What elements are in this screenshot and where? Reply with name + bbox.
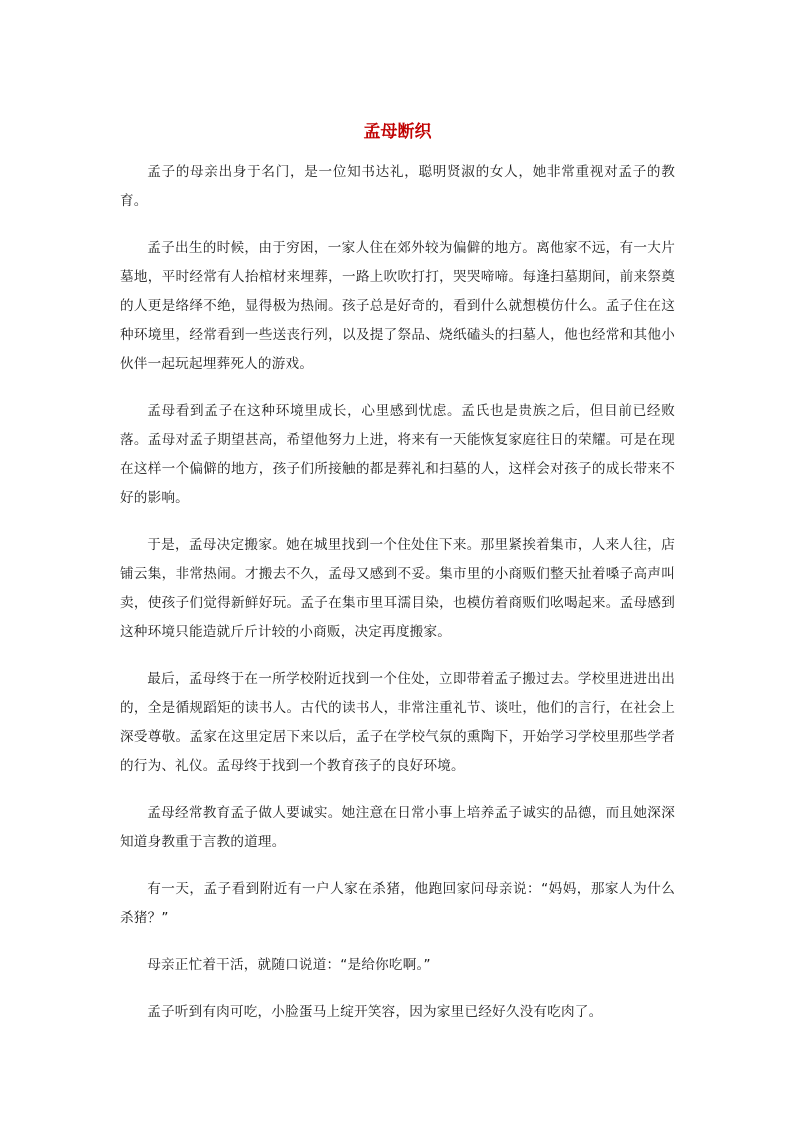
paragraph-1: 孟子的母亲出身于名门，是一位知书达礼，聪明贤淑的女人，她非常重视对孟子的教育。 [120,164,675,209]
paragraph-3: 孟母看到孟子在这种环境里成长，心里感到忧虑。孟氏也是贵族之后，但目前已经败落。孟母对孟子期望甚高，希望他努力上进，将来有一天能恢复家庭往日的荣耀。可是在现在这样一个偏僻的地方，孩子们所接触的都是葬礼和扫墓的人，这样会对孩子的成长带来不好的影响。 [120,403,675,506]
document-title: 孟母断织 [363,122,432,142]
paragraph-5: 最后，孟母终于在一所学校附近找到一个住处，立即带着孟子搬过去。学校里进进出出的，全是循规蹈矩的读书人。古代的读书人，非常注重礼节、谈吐，他们的言行，在社会上深受尊敬。孟家在这里定居下来以后，孟子在学校气氛的熏陶下，开始学习学校里那些学者的行为、礼仪。孟母终于找到一个教育孩子的良好环境。 [120,671,675,774]
paragraph-2: 孟子出生的时候，由于穷困，一家人住在郊外较为偏僻的地方。离他家不远，有一大片墓地，平时经常有人抬棺材来埋葬，一路上吹吹打打，哭哭啼啼。每逢扫墓期间，前来祭奠的人更是络绎不绝，显得极为热闹。孩子总是好奇的，看到什么就想模仿什么。孟子住在这种环境里，经常看到一些送丧行列，以及提了祭品、烧纸磕头的扫墓人，他也经常和其他小伙伴一起玩起埋葬死人的游戏。 [120,240,675,372]
paragraph-6: 孟母经常教育孟子做人要诚实。她注意在日常小事上培养孟子诚实的品德，而且她深深知道身教重于言教的道理。 [120,805,675,850]
paragraph-8: 母亲正忙着干活，就随口说道：“是给你吃啊。” [147,957,431,973]
paragraph-7: 有一天，孟子看到附近有一户人家在杀猪，他跑回家问母亲说：“妈妈，那家人为什么杀猪？” [120,881,675,926]
document-page [120,118,675,1045]
paragraph-9: 孟子听到有肉可吃，小脸蛋马上绽开笑容，因为家里已经好久没有吃肉了。 [147,1004,603,1020]
paragraph-4: 于是，孟母决定搬家。她在城里找到一个住处住下来。那里紧挨着集市，人来人往，店铺云集，非常热闹。才搬去不久，孟母又感到不妥。集市里的小商贩们整天扯着嗓子高声叫卖，使孩子们觉得新鲜好玩。孟子在集市里耳濡目染，也模仿着商贩们吆喝起来。孟母感到这种环境只能造就斤斤计较的小商贩，决定再度搬家。 [120,537,675,640]
